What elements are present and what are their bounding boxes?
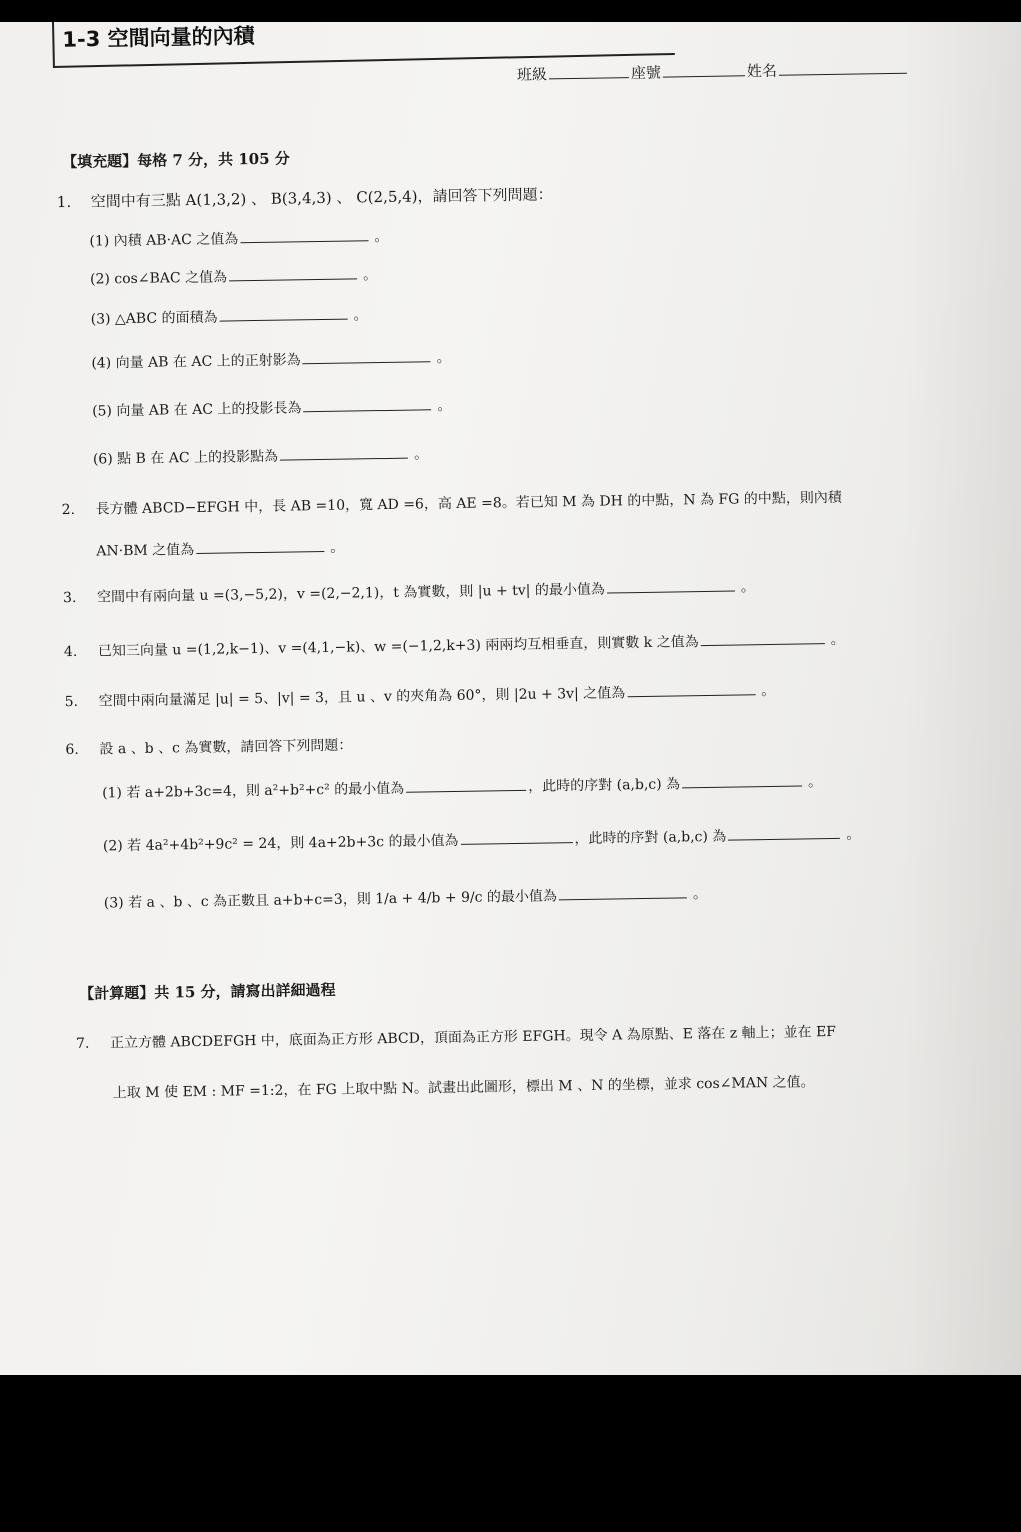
q5-number: 5. xyxy=(64,693,79,711)
q1-part-5 xyxy=(92,395,452,421)
page-shadow xyxy=(901,22,1021,1375)
q2-blank[interactable] xyxy=(196,537,324,554)
period: 。 xyxy=(436,349,451,367)
q2-line2 xyxy=(96,537,344,561)
q1-part-4-label: (4) 向量 AB 在 AC 上的正射影為 xyxy=(91,352,301,372)
q6-part-2-blank-a[interactable] xyxy=(460,828,572,845)
q6-part-1-label-b: ，此時的序對 (a,b,c) 為 xyxy=(528,776,681,795)
q5-line xyxy=(65,680,776,711)
q6-part-2-label: (2) 若 4a²+4b²+9c² = 24，則 4a+2b+3c 的最小值為 xyxy=(102,832,459,855)
period: 。 xyxy=(846,826,861,843)
q1-part-2-blank[interactable] xyxy=(229,264,357,281)
q1-part-5-label: (5) 向量 AB 在 AC 上的投影長為 xyxy=(92,400,302,420)
q1-part-5-blank[interactable] xyxy=(303,395,431,412)
q1-part-1-blank[interactable] xyxy=(240,226,368,243)
q1-part-6-blank[interactable] xyxy=(280,444,408,461)
period: 。 xyxy=(761,682,776,700)
period: 。 xyxy=(740,579,755,596)
q2-number: 2. xyxy=(61,501,76,519)
period: 。 xyxy=(830,631,845,649)
q6-part-1 xyxy=(102,771,822,802)
period: 。 xyxy=(807,774,823,791)
q1-part-3-label: (3) △ABC 的面積為 xyxy=(90,309,218,328)
name-blank[interactable] xyxy=(779,59,907,76)
q1-stem xyxy=(57,183,553,212)
q4-number: 4. xyxy=(63,643,78,661)
q6-text: 設 a 、b 、c 為實數，請回答下列問題： xyxy=(99,737,353,758)
q6-part-2-blank-b[interactable] xyxy=(728,824,840,841)
q7-number: 7. xyxy=(75,1035,90,1052)
q1-part-4 xyxy=(91,347,451,373)
q6-part-2 xyxy=(103,824,861,856)
period: 。 xyxy=(437,397,452,415)
q3-number: 3. xyxy=(62,589,77,607)
q2-stem xyxy=(62,487,842,519)
q6-part-3-label: (3) 若 a 、b 、c 為正數且 a+b+c=3，則 1/a + 4/b + 9/c 的最小值為 xyxy=(103,888,558,912)
q5-text: 空間中兩向量滿足 |u| = 5、|v| = 3，且 u 、v 的夾角為 60°，則 |2u + 3v| 之值為 xyxy=(98,685,626,710)
period: 。 xyxy=(353,307,368,324)
q2-text: 長方體 ABCD−EFGH 中，長 AB =10，寬 AD =6，高 AE =8。若已知 M 為 DH 的中點，N 為 FG 的中點，則內積 xyxy=(95,489,842,518)
q1-part-2 xyxy=(90,264,377,289)
q6-part-1-blank-b[interactable] xyxy=(682,771,802,788)
q1-part-2-label: (2) cos∠BAC 之值為 xyxy=(89,269,228,288)
period: 。 xyxy=(692,886,708,903)
q7-line2: 上取 M 使 EM : MF =1:2，在 FG 上取中點 N。試畫出此圖形，標出 M 、N 的坐標，並求 cos∠MAN 之值。 xyxy=(112,1074,815,1102)
q1-part-4-blank[interactable] xyxy=(302,347,430,364)
q4-line xyxy=(64,629,845,661)
q1-number: 1. xyxy=(56,192,72,212)
class-label: 班級 xyxy=(516,65,548,84)
q6-stem xyxy=(65,735,352,760)
q6-part-1-label: (1) 若 a+2b+3c=4，則 a²+b²+c² 的最小值為 xyxy=(102,780,405,802)
q3-text: 空間中有兩向量 u =(3,−5,2)，v =(2,−2,1)，t 為實數，則 |u + tv| 的最小值為 xyxy=(96,581,606,606)
q1-part-6 xyxy=(93,443,428,468)
q3-blank[interactable] xyxy=(607,577,735,594)
seat-blank[interactable] xyxy=(663,61,745,77)
q1-part-1 xyxy=(89,226,388,251)
q1-part-3-blank[interactable] xyxy=(219,305,347,322)
q7-stem xyxy=(76,1021,836,1053)
period: 。 xyxy=(413,446,429,463)
class-blank[interactable] xyxy=(549,63,629,79)
seat-label: 座號 xyxy=(630,63,662,83)
q6-part-2-label-b: ，此時的序對 (a,b,c) 為 xyxy=(574,828,727,848)
q6-part-1-blank-a[interactable] xyxy=(406,776,526,793)
q5-blank[interactable] xyxy=(627,680,755,697)
page-title: 1-3 空間向量的內積 xyxy=(62,23,255,52)
worksheet-content xyxy=(0,22,1021,1375)
q3-line xyxy=(63,576,755,607)
period: 。 xyxy=(374,228,389,246)
name-label: 姓名 xyxy=(746,61,778,81)
q1-text: 空間中有三點 A(1,3,2) 、 B(3,4,3) 、 C(2,5,4)，請回答下列問題： xyxy=(90,185,553,211)
period: 。 xyxy=(330,539,345,556)
section2-header: 【計算題】共 15 分，請寫出詳細過程 xyxy=(79,980,336,1003)
q7-text: 正立方體 ABCDEFGH 中，底面為正方形 ABCD，頂面為正方形 EFGH。現令 A 為原點、E 落在 z 軸上；並在 EF xyxy=(109,1023,837,1052)
q2-text2: AN·BM 之值為 xyxy=(96,542,195,560)
q1-part-3 xyxy=(91,304,368,328)
student-info-line xyxy=(517,58,909,85)
period: 。 xyxy=(362,267,378,284)
section1-header: 【填充題】每格 7 分，共 105 分 xyxy=(62,149,290,172)
q4-text: 已知三向量 u =(1,2,k−1)、v =(4,1,−k)、w =(−1,2,k+3) 兩兩均互相垂直，則實數 k 之值為 xyxy=(97,634,699,660)
worksheet-page xyxy=(0,22,1021,1375)
q6-number: 6. xyxy=(65,741,79,759)
q4-blank[interactable] xyxy=(700,629,824,646)
q1-part-6-label: (6) 點 B 在 AC 上的投影點為 xyxy=(92,448,279,468)
q6-part-3-blank[interactable] xyxy=(559,883,687,900)
q1-part-1-label: (1) 內積 AB·AC 之值為 xyxy=(89,231,239,250)
q6-part-3 xyxy=(104,883,707,912)
